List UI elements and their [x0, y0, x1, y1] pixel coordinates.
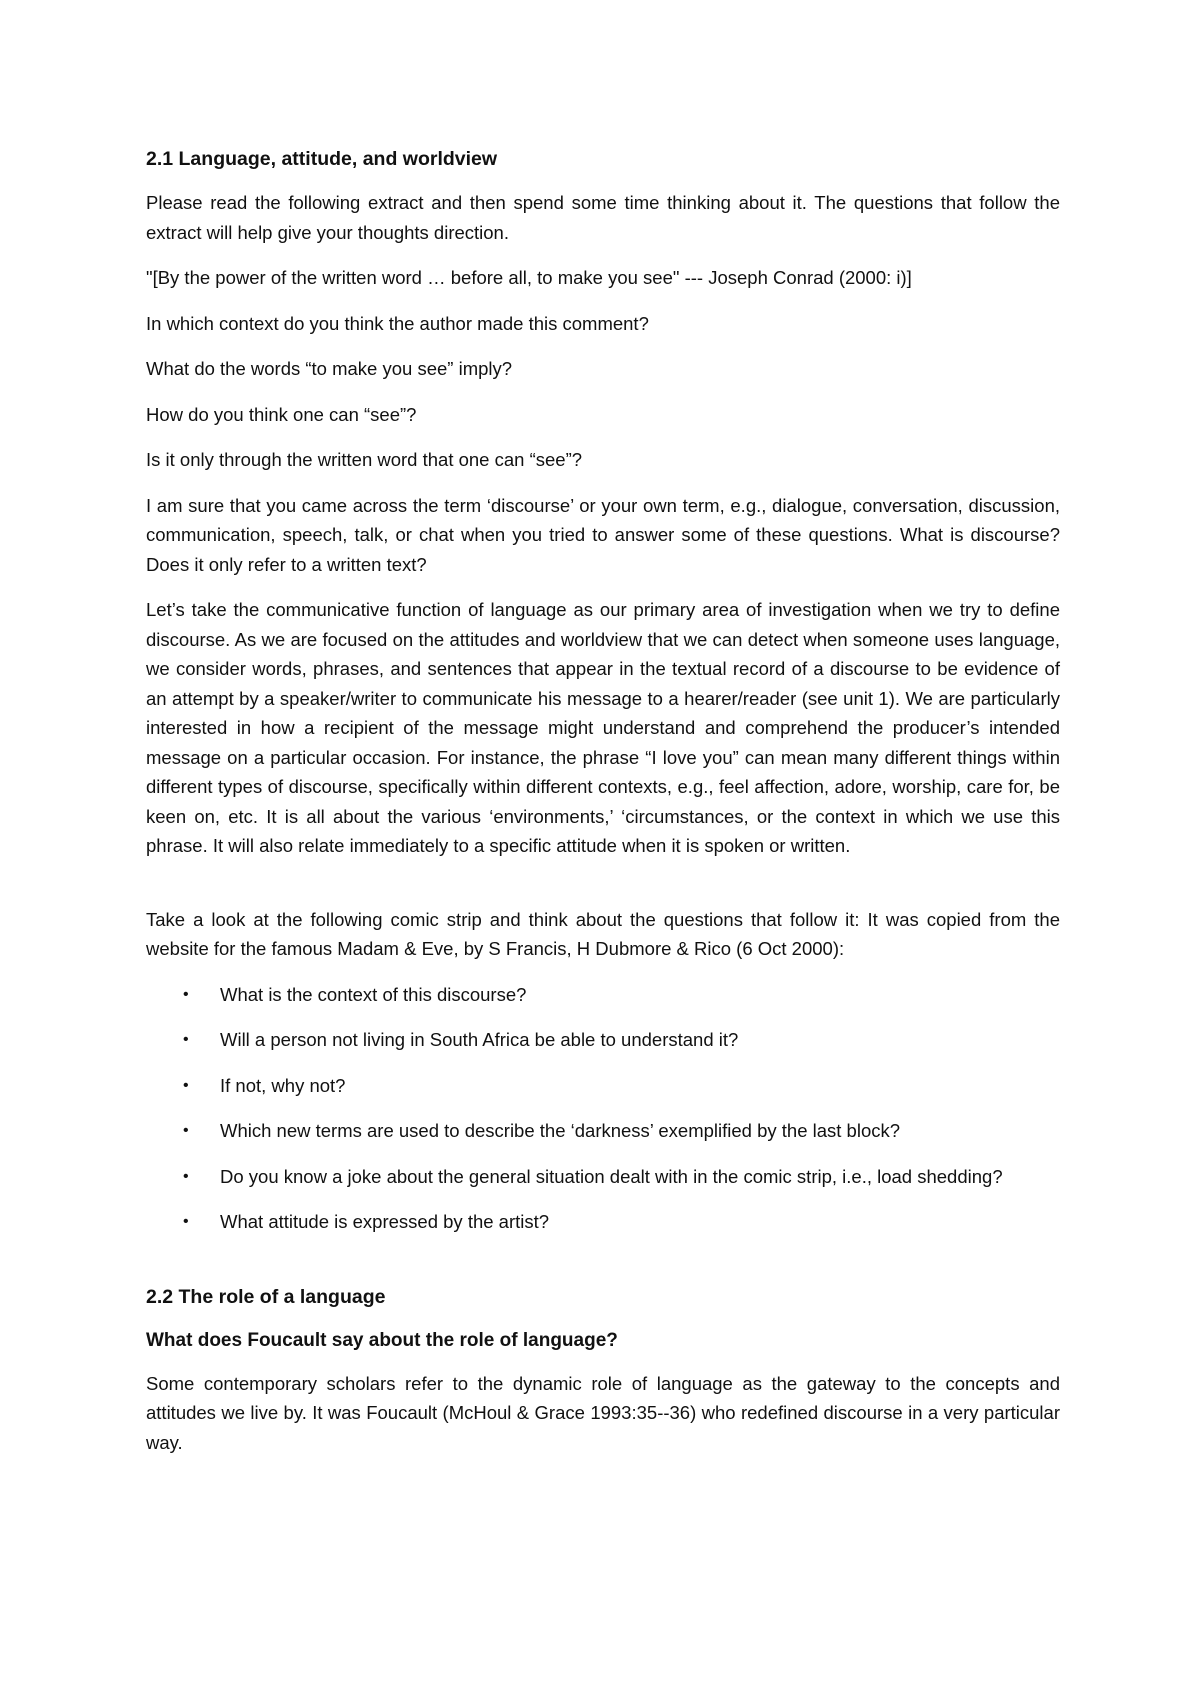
- bullet-icon: •: [183, 1076, 189, 1094]
- list-item: [146, 1071, 1060, 1101]
- foucault-subheading: What does Foucault say about the role of language?: [146, 1329, 618, 1351]
- list-item: [146, 1025, 1060, 1055]
- list-item-text: Do you know a joke about the general situation dealt with in the comic strip, i.e., load shedding?: [220, 1165, 1003, 1187]
- list-item-text: If not, why not?: [220, 1074, 346, 1096]
- conrad-quote: "[By the power of the written word … before all, to make you see" --- Joseph Conrad (2000: i)]: [146, 267, 912, 288]
- section-heading-2-1: 2.1 Language, attitude, and worldview: [146, 148, 498, 170]
- comic-questions-list: [146, 980, 1060, 1237]
- comic-strip-intro: Take a look at the following comic strip and think about the questions that follow it: It was copied from the website for the famous Madam & Eve, by S Francis, H Dubmore & Rico (6 Oct 2000):: [146, 908, 1060, 959]
- question-written-word: Is it only through the written word that one can “see”?: [146, 449, 583, 470]
- list-item: [146, 1116, 1060, 1146]
- list-item-text: Which new terms are used to describe the ‘darkness’ exemplified by the last block?: [220, 1120, 901, 1141]
- list-item: [146, 1207, 1060, 1237]
- bullet-icon: •: [183, 1167, 189, 1185]
- bullet-icon: •: [183, 1031, 189, 1048]
- intro-paragraph: Please read the following extract and then spend some time thinking about it. The questions that follow the extract will help give your thoughts direction.: [146, 192, 1060, 243]
- list-item-text: Will a person not living in South Africa be able to understand it?: [220, 1029, 739, 1050]
- list-item: [146, 980, 1060, 1010]
- communicative-function-paragraph: Let’s take the communicative function of language as our primary area of investigation when we try to define discourse. As we are focused on the attitudes and worldview that we can detect when someone uses language, we consider words, phrases, and sentences that appear in the textual record of a discourse to be evidence of an attempt by a speaker/writer to communicate his message to a hearer/reader (see unit 1). We are particularly interested in how a recipient of the message might understand and comprehend the producer’s intended message on a particular occasion. For instance, the phrase “I love you” can mean many different things within different types of discourse, specifically within different contexts, e.g., feel affection, adore, worship, care for, be keen on, etc. It is all about the various ‘environments,’ ‘circumstances, or the context in which we use this phrase. It will also relate immediately to a specific attitude when it is spoken or written.: [146, 599, 1060, 856]
- bullet-icon: •: [183, 1122, 189, 1139]
- question-see: How do you think one can “see”?: [146, 403, 417, 425]
- list-item-text: What attitude is expressed by the artist?: [220, 1211, 550, 1232]
- bullet-icon: •: [183, 985, 189, 1003]
- list-item-text: What is the context of this discourse?: [220, 983, 527, 1005]
- question-imply: What do the words “to make you see” imply?: [146, 358, 513, 379]
- page-content: [146, 145, 1060, 1473]
- section-heading-2-2: 2.2 The role of a language: [146, 1285, 386, 1308]
- list-item: [146, 1162, 1060, 1192]
- question-context: In which context do you think the author made this comment?: [146, 312, 649, 334]
- foucault-paragraph: Some contemporary scholars refer to the dynamic role of language as the gateway to the concepts and attitudes we live by. It was Foucault (McHoul & Grace 1993:35--36) who redefined discourse in a very particular way.: [146, 1372, 1060, 1453]
- discourse-paragraph: I am sure that you came across the term ‘discourse’ or your own term, e.g., dialogue, conversation, discussion, communication, speech, talk, or chat when you tried to answer some of these questions. What is discourse? Does it only refer to a written text?: [146, 494, 1060, 575]
- spacer: [146, 877, 1060, 905]
- spacer: [146, 1253, 1060, 1283]
- bullet-icon: •: [183, 1213, 189, 1230]
